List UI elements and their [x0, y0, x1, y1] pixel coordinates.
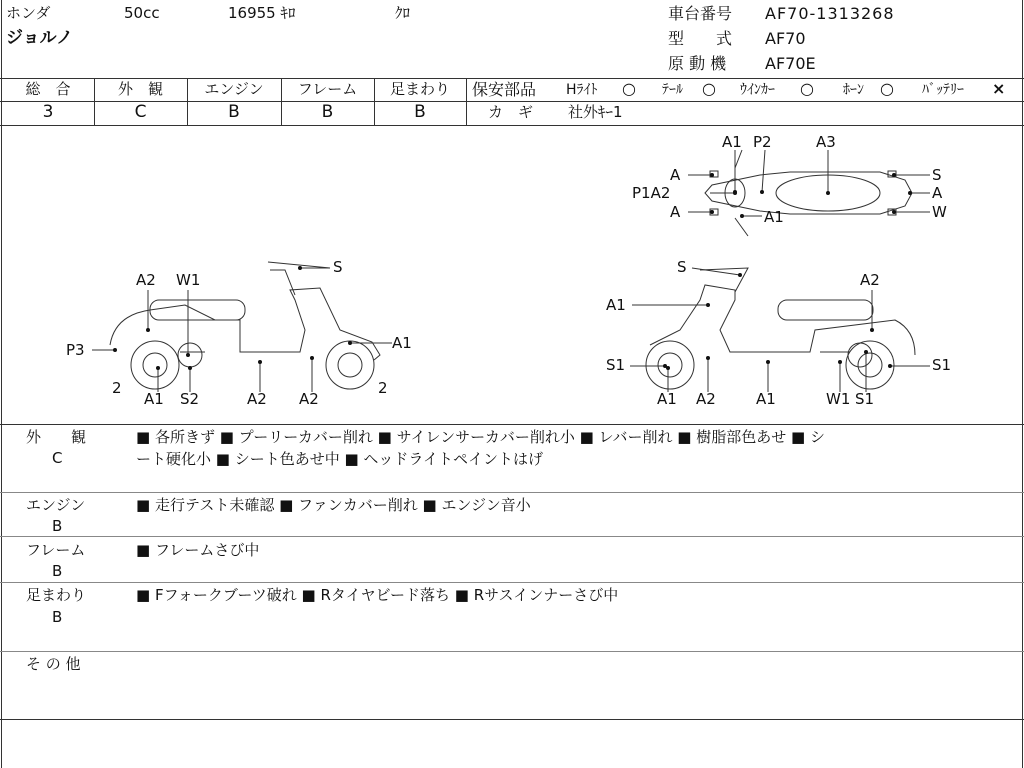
right-label-a1c: A1	[756, 390, 776, 408]
remark-line: ■ Fフォークブーツ破れ ■ Rタイヤビード落ち ■ Rサスインナーさび中	[136, 586, 619, 604]
engine-type-label: 原 動 機	[668, 54, 727, 73]
frame-no-value: AF70-1313268	[765, 4, 895, 23]
rule-grades-top	[0, 78, 1024, 79]
top-label-a3: A3	[816, 133, 836, 151]
defect-dots	[113, 173, 912, 370]
grade-midline-2	[94, 101, 466, 102]
safety-mark-winker: ○	[800, 79, 814, 98]
type-value: AF70	[765, 29, 806, 48]
remark-label: フレーム	[26, 541, 86, 559]
remark-line: ■ 走行テスト未確認 ■ ファンカバー削れ ■ エンジン音小	[136, 496, 531, 514]
remark-line: ■ フレームさび中	[136, 541, 260, 559]
safety-item-battery: ﾊﾞｯﾃﾘｰ	[922, 82, 964, 98]
top-label-a1: A1	[722, 133, 742, 151]
remark-grade: C	[52, 449, 63, 467]
maker: ホンダ	[6, 4, 51, 22]
safety-item-winker: ｳｲﾝｶｰ	[740, 82, 775, 98]
right-label-s: S	[677, 258, 687, 276]
right-label-s1-right: S1	[932, 356, 952, 374]
top-label-p1a2: P1A2	[632, 184, 671, 202]
top-label-a1-lower: A1	[764, 208, 784, 226]
remark-line: ■ 各所きず ■ プーリーカバー削れ ■ サイレンサーカバー削れ小 ■ レバー削れ ■ 樹脂部色あせ ■ シ	[136, 428, 825, 446]
leader-lines	[92, 150, 930, 392]
displacement: 50cc	[124, 4, 160, 22]
safety-mark-battery: ×	[992, 79, 1006, 98]
grade-overall: 3	[42, 102, 54, 122]
right-label-w1: W1	[826, 390, 851, 408]
mileage: 16955 ｷﾛ	[228, 4, 296, 22]
rule-remarks-1	[0, 492, 1024, 493]
key-label: カ ギ	[488, 103, 534, 121]
top-label-a-right: A	[932, 184, 943, 202]
safety-mark-headlight: ○	[622, 79, 636, 98]
diagram-labels	[66, 133, 951, 408]
right-label-a1: A1	[606, 296, 626, 314]
left-label-s: S	[333, 258, 343, 276]
color: ｸﾛ	[395, 4, 411, 22]
remark-grade: B	[52, 517, 63, 535]
left-label-a2c: A2	[299, 390, 319, 408]
remark-label: そ の 他	[26, 655, 81, 673]
safety-item-headlight: Hﾗｲﾄ	[566, 82, 598, 98]
remark-label: エンジン	[26, 496, 86, 514]
safety-mark-tail: ○	[702, 79, 716, 98]
top-label-w: W	[932, 203, 947, 221]
grade-engine: B	[228, 102, 240, 122]
rule-remarks-3	[0, 582, 1024, 583]
frame-no-label: 車台番号	[668, 4, 733, 23]
rule-remarks-top	[0, 424, 1024, 425]
left-label-w1: W1	[176, 271, 201, 289]
grade-header-exterior: 外 観	[117, 80, 163, 98]
safety-mark-horn: ○	[880, 79, 894, 98]
top-label-p2: P2	[753, 133, 772, 151]
rule-remarks-bottom	[0, 719, 1024, 720]
right-label-s1c: S1	[855, 390, 875, 408]
damage-diagram	[0, 126, 1024, 424]
top-label-s: S	[932, 166, 942, 184]
safety-midline	[466, 101, 1024, 102]
left-label-a2: A2	[136, 271, 156, 289]
safety-label: 保安部品	[472, 80, 537, 99]
left-label-a1-right: A1	[392, 334, 412, 352]
left-label-2-right: 2	[378, 379, 388, 397]
left-label-s2: S2	[180, 390, 200, 408]
rule-remarks-4	[0, 651, 1024, 652]
grade-header-frame: フレーム	[297, 80, 358, 98]
type-label: 型 式	[668, 29, 733, 48]
key-value: 社外ｷｰ1	[568, 103, 623, 121]
left-label-a1: A1	[144, 390, 164, 408]
right-label-a2: A2	[860, 271, 880, 289]
remark-grade: B	[52, 562, 63, 580]
left-label-2-left: 2	[112, 379, 122, 397]
left-label-a2b: A2	[247, 390, 267, 408]
top-label-a-lower: A	[670, 203, 681, 221]
grade-header-engine: エンジン	[204, 80, 264, 98]
rule-remarks-2	[0, 536, 1024, 537]
right-label-a1b: A1	[657, 390, 677, 408]
remark-line: ート硬化小 ■ シート色あせ中 ■ ヘッドライトペイントはげ	[136, 450, 543, 468]
model-name: ジョルノ	[6, 28, 73, 48]
remark-label: 外 観	[26, 428, 87, 446]
left-label-p3: P3	[66, 341, 85, 359]
top-label-a-upper: A	[670, 166, 681, 184]
grade-suspension: B	[414, 102, 426, 122]
remark-grade: B	[52, 608, 63, 626]
engine-type-value: AF70E	[765, 54, 816, 73]
grade-exterior: C	[134, 102, 147, 122]
safety-item-tail: ﾃｰﾙ	[662, 82, 683, 98]
safety-item-horn: ﾎｰﾝ	[843, 82, 864, 98]
grade-header-suspension: 足まわり	[389, 80, 450, 98]
right-label-a2b: A2	[696, 390, 716, 408]
grade-frame: B	[321, 102, 334, 122]
grade-header-overall: 総 合	[25, 80, 71, 98]
right-label-s1-left: S1	[606, 356, 626, 374]
remark-label: 足まわり	[26, 586, 87, 604]
